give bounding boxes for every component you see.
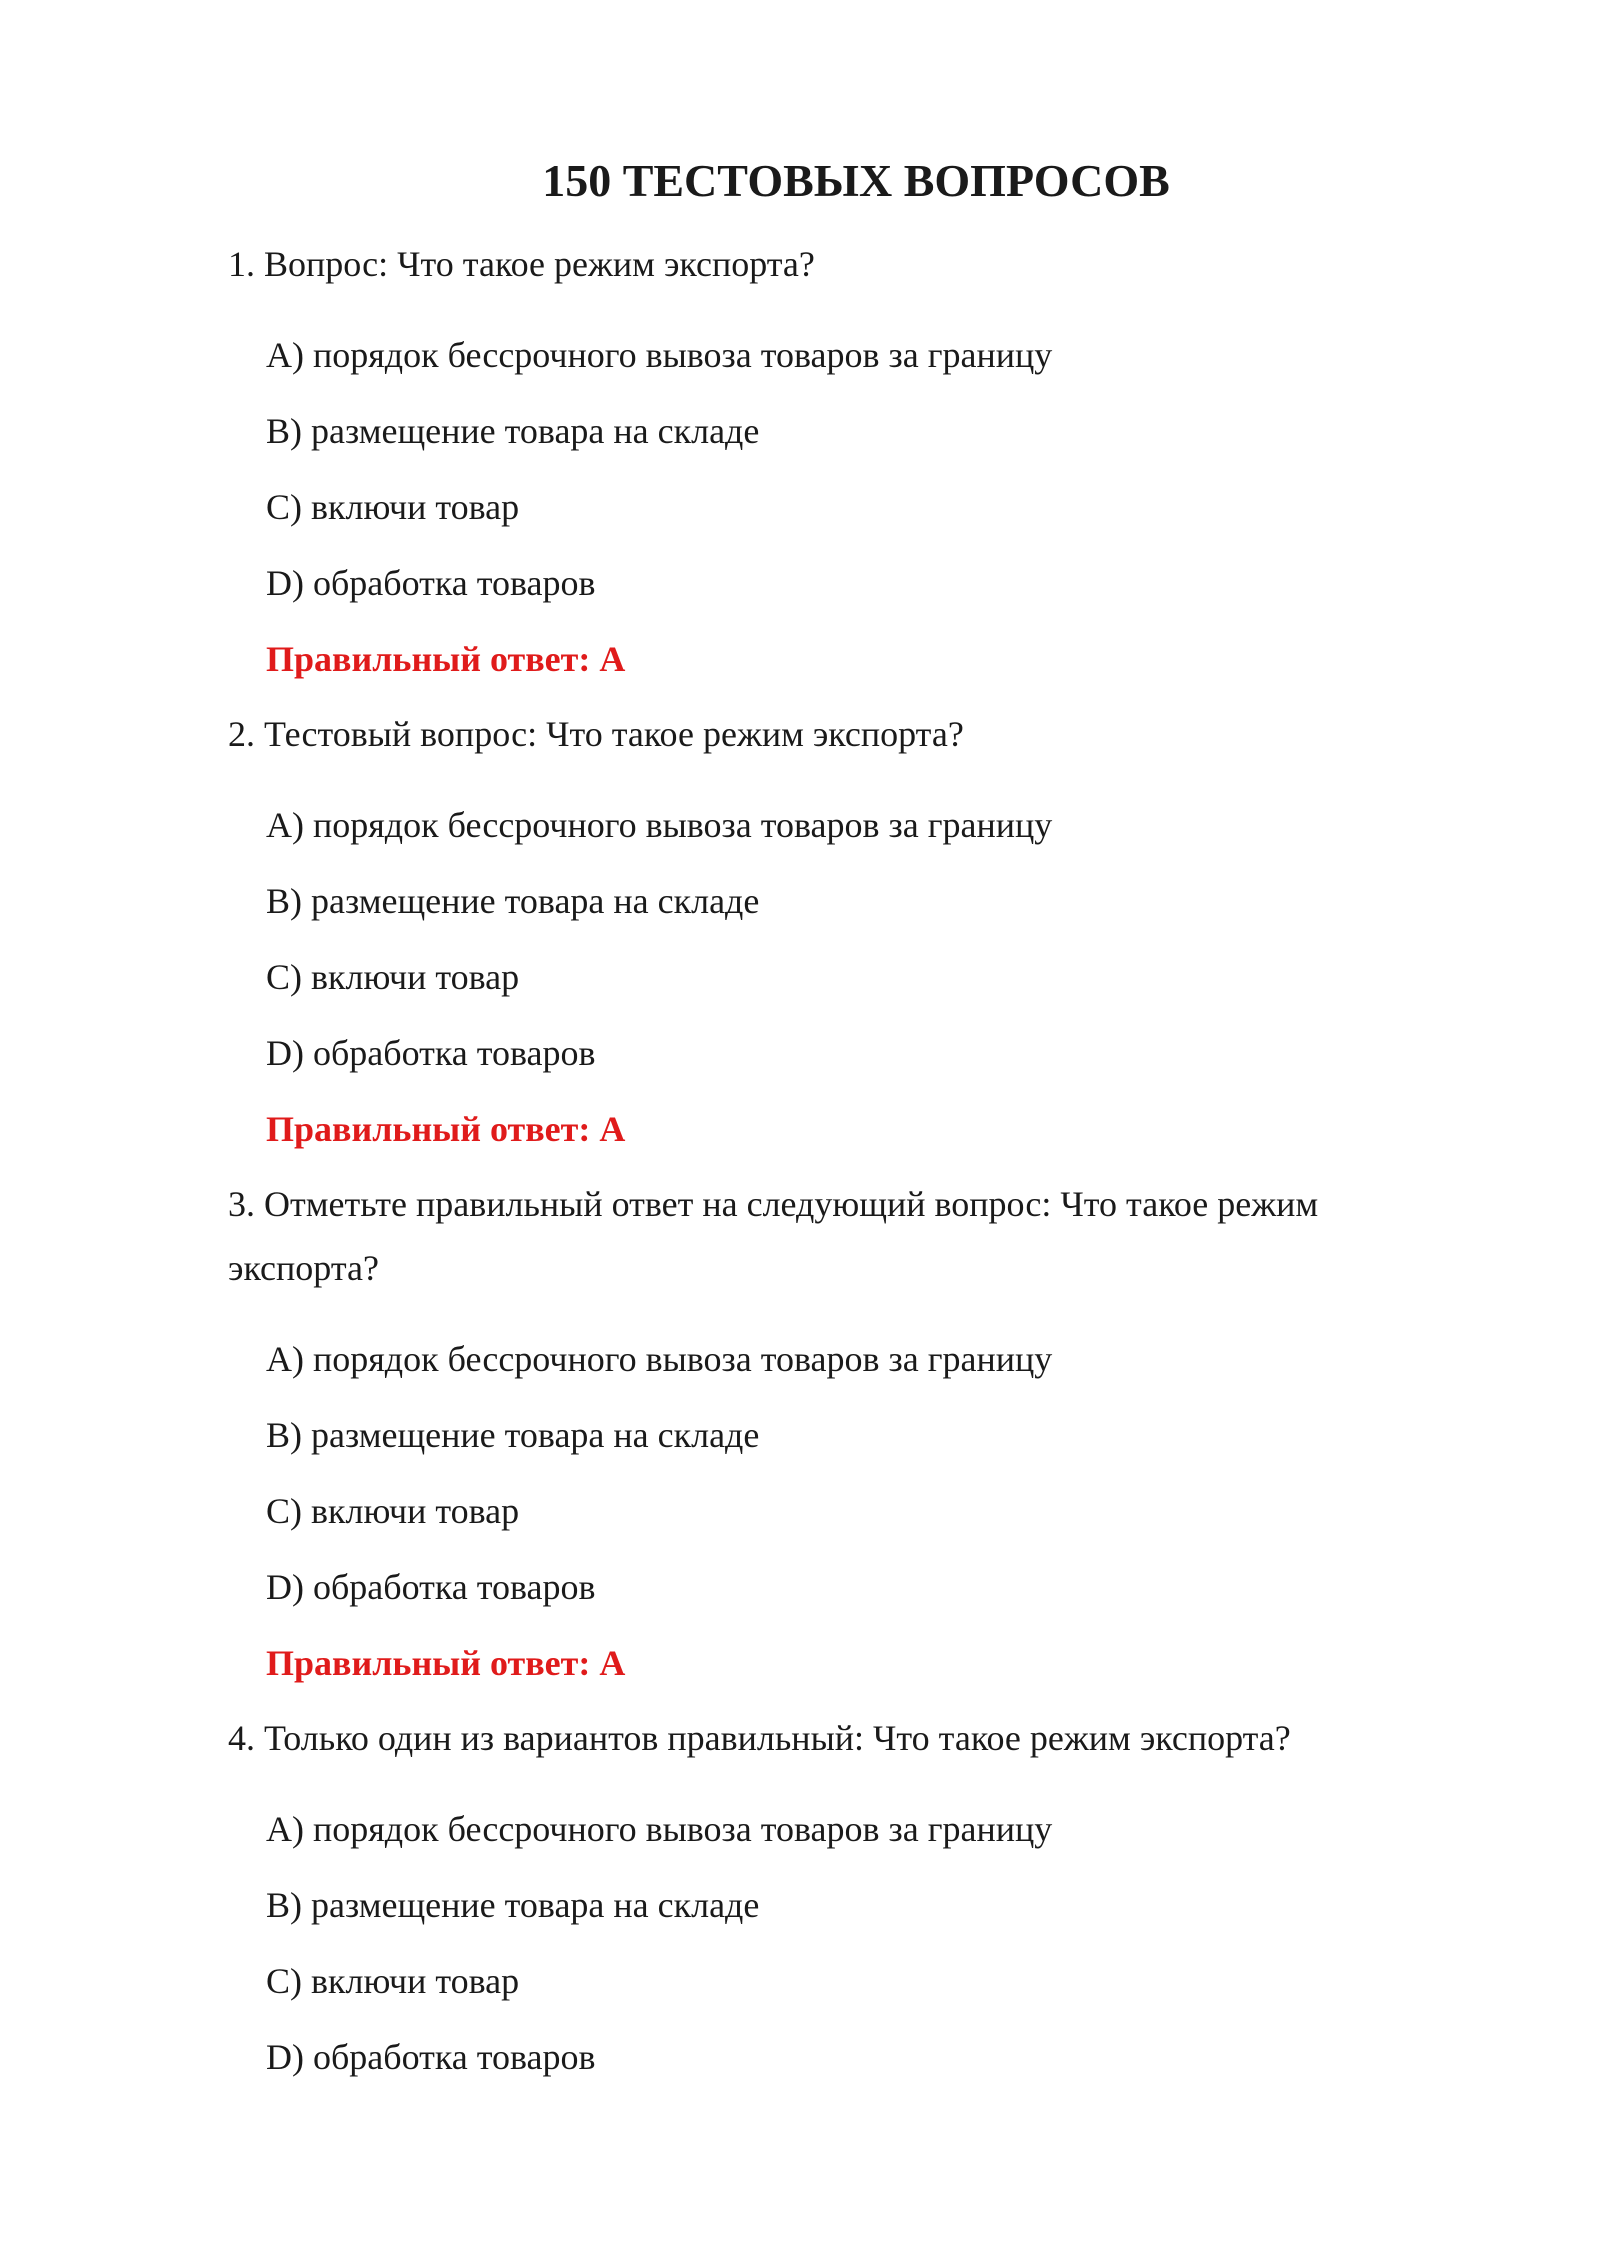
question-3-option-a: A) порядок бессрочного вывоза товаров за границу (266, 1339, 1053, 1379)
question-1-option-b: B) размещение товара на складе (266, 411, 760, 451)
question-1: 1. Вопрос: Что такое режим экспорта? (228, 244, 815, 284)
question-2-option-c: C) включи товар (266, 957, 520, 997)
question-2-correct-answer: Правильный ответ: A (266, 1109, 626, 1149)
question-1-option-d: D) обработка товаров (266, 563, 596, 603)
question-4-option-b: B) размещение товара на складе (266, 1885, 760, 1925)
question-2-option-a: A) порядок бессрочного вывоза товаров за границу (266, 805, 1053, 845)
question-1-correct-answer: Правильный ответ: A (266, 639, 626, 679)
question-4-option-c: C) включи товар (266, 1961, 520, 2001)
question-3-option-c: C) включи товар (266, 1491, 520, 1531)
question-2: 2. Тестовый вопрос: Что такое режим экспорта? (228, 714, 964, 754)
question-1-option-a: A) порядок бессрочного вывоза товаров за границу (266, 335, 1053, 375)
question-3-correct-answer: Правильный ответ: A (266, 1643, 626, 1683)
question-1-option-c: C) включи товар (266, 487, 520, 527)
page-title: 150 ТЕСТОВЫХ ВОПРОСОВ (542, 155, 1170, 206)
question-2-option-b: B) размещение товара на складе (266, 881, 760, 921)
question-4-option-a: A) порядок бессрочного вывоза товаров за границу (266, 1809, 1053, 1849)
question-3: 3. Отметьте правильный ответ на следующий вопрос: Что такое режим экспорта? (228, 1184, 1319, 1288)
question-3-option-b: B) размещение товара на складе (266, 1415, 760, 1455)
question-4: 4. Только один из вариантов правильный: Что такое режим экспорта? (228, 1718, 1291, 1758)
question-2-option-d: D) обработка товаров (266, 1033, 596, 1073)
question-3-option-d: D) обработка товаров (266, 1567, 596, 1607)
question-4-option-d: D) обработка товаров (266, 2037, 596, 2077)
